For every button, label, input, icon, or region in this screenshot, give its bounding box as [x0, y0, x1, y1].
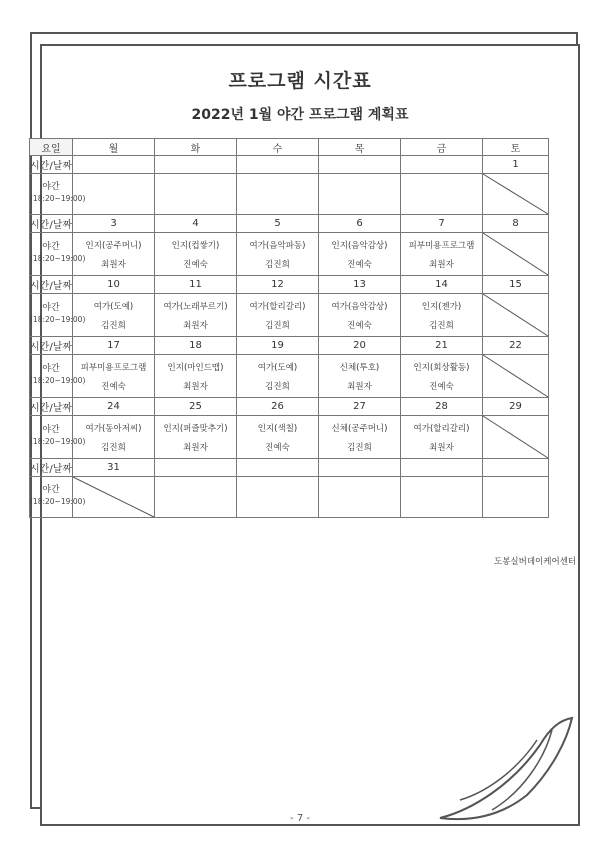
date-row-label: 시간/날짜 [30, 215, 73, 233]
date-cell-thu: 20 [319, 337, 401, 355]
program-cell-fri [401, 355, 483, 398]
date-cell-sat: 29 [483, 398, 549, 416]
date-cell-fri: 28 [401, 398, 483, 416]
header-row [30, 139, 549, 156]
program-name: 인지(음악감상) [331, 240, 388, 251]
program-staff: 최원자 [183, 442, 208, 453]
date-row-label: 시간/날짜 [30, 459, 73, 477]
program-cell-thu [319, 477, 401, 518]
program-cell-thu [319, 294, 401, 337]
program-name: 여가(도예) [93, 301, 134, 312]
header-day-wed: 수 [237, 139, 319, 156]
program-staff: 최원자 [347, 381, 372, 392]
program-cell-wed [237, 416, 319, 459]
date-cell-thu: 27 [319, 398, 401, 416]
program-name: 여가(할리갈리) [249, 301, 306, 312]
program-staff: 최원자 [429, 442, 454, 453]
empty-slash [483, 233, 548, 275]
program-row [30, 294, 549, 337]
program-cell-tue [155, 416, 237, 459]
program-label: 야간 [42, 425, 60, 436]
program-row-label [30, 294, 86, 337]
date-cell-sat: 8 [483, 215, 549, 233]
schedule-table [29, 138, 549, 518]
date-cell-tue: 4 [155, 215, 237, 233]
program-cell-tue [155, 355, 237, 398]
program-cell-sat [483, 416, 549, 459]
program-staff: 김진희 [101, 320, 126, 331]
date-cell-mon: 24 [73, 398, 155, 416]
program-cell-wed [237, 294, 319, 337]
program-cell-wed [237, 355, 319, 398]
date-cell-tue: 18 [155, 337, 237, 355]
program-staff: 최원자 [101, 259, 126, 270]
program-cell-sat [483, 477, 549, 518]
date-row-label: 시간/날짜 [30, 337, 73, 355]
program-cell-tue [155, 294, 237, 337]
empty-slash [483, 416, 548, 458]
program-staff: 김진희 [265, 320, 290, 331]
program-name: 여가(도예) [257, 362, 298, 373]
program-cell-wed [237, 174, 319, 215]
program-cell-thu [319, 355, 401, 398]
empty-slash [483, 355, 548, 397]
program-cell-fri [401, 174, 483, 215]
program-staff: 최원자 [183, 320, 208, 331]
date-cell-thu [319, 459, 401, 477]
date-row [30, 276, 549, 294]
program-cell-mon [73, 355, 155, 398]
date-cell-mon: 10 [73, 276, 155, 294]
program-cell-thu [319, 416, 401, 459]
date-row [30, 337, 549, 355]
date-cell-wed: 12 [237, 276, 319, 294]
program-name: 신체(투호) [339, 362, 380, 373]
header-day-thu: 목 [319, 139, 401, 156]
date-cell-sat: 15 [483, 276, 549, 294]
date-cell-mon: 17 [73, 337, 155, 355]
date-cell-sat [483, 459, 549, 477]
program-row-label [30, 477, 86, 518]
date-cell-thu [319, 156, 401, 174]
page-number: - 7 - [290, 813, 310, 824]
program-time: (18:20~19:00) [30, 315, 86, 324]
date-cell-fri [401, 459, 483, 477]
program-row [30, 174, 549, 215]
program-label: 야간 [42, 303, 60, 314]
program-name: 여가(노래부르기) [163, 301, 228, 312]
program-name: 인지(퍼즐맞추기) [163, 423, 228, 434]
program-row [30, 416, 549, 459]
date-row-label: 시간/날짜 [30, 398, 73, 416]
program-name: 여가(할리갈리) [413, 423, 470, 434]
program-row-label [30, 355, 86, 398]
program-cell-mon [73, 174, 155, 215]
date-cell-wed: 5 [237, 215, 319, 233]
date-cell-wed: 26 [237, 398, 319, 416]
program-row-label [30, 233, 86, 276]
page-curl-decoration [432, 700, 582, 830]
program-staff: 최원자 [429, 259, 454, 270]
empty-slash [73, 477, 154, 517]
program-name: 피부미용프로그램 [80, 362, 147, 373]
program-cell-mon [73, 416, 155, 459]
program-cell-mon [73, 294, 155, 337]
date-cell-thu: 6 [319, 215, 401, 233]
program-row [30, 355, 549, 398]
program-cell-mon [73, 477, 155, 518]
program-label: 야간 [42, 182, 60, 193]
center-name: 도봉실버데이케어센터 [494, 557, 577, 567]
date-row [30, 215, 549, 233]
program-name: 인지(공주머니) [85, 240, 142, 251]
date-cell-fri [401, 156, 483, 174]
program-cell-thu [319, 233, 401, 276]
date-cell-sat: 22 [483, 337, 549, 355]
program-name: 인지(색칠) [257, 423, 298, 434]
date-cell-mon: 31 [73, 459, 155, 477]
program-time: (18:20~19:00) [30, 497, 86, 506]
program-cell-sat [483, 355, 549, 398]
date-cell-fri: 21 [401, 337, 483, 355]
date-row [30, 459, 549, 477]
program-name: 신체(공주머니) [331, 423, 388, 434]
header-day-sat: 토 [483, 139, 549, 156]
program-cell-sat [483, 294, 549, 337]
date-cell-sat: 1 [483, 156, 549, 174]
program-name: 여가(음악파동) [249, 240, 306, 251]
program-cell-sat [483, 174, 549, 215]
program-staff: 김진희 [429, 320, 454, 331]
date-row [30, 156, 549, 174]
program-time: (18:20~19:00) [30, 437, 86, 446]
program-row [30, 233, 549, 276]
empty-slash [483, 294, 548, 336]
date-row [30, 398, 549, 416]
program-cell-wed [237, 477, 319, 518]
program-cell-fri [401, 294, 483, 337]
empty-slash [483, 174, 548, 214]
date-cell-wed: 19 [237, 337, 319, 355]
program-label: 야간 [42, 242, 60, 253]
program-name: 인지(젠가) [421, 301, 462, 312]
program-name: 피부미용프로그램 [408, 240, 475, 251]
program-name: 인지(회상활동) [413, 362, 470, 373]
date-cell-thu: 13 [319, 276, 401, 294]
date-cell-tue: 25 [155, 398, 237, 416]
program-name: 여가(음악감상) [331, 301, 388, 312]
date-cell-tue [155, 459, 237, 477]
date-cell-fri: 7 [401, 215, 483, 233]
program-staff: 최원자 [183, 381, 208, 392]
date-cell-mon: 3 [73, 215, 155, 233]
date-cell-mon [73, 156, 155, 174]
program-cell-fri [401, 477, 483, 518]
program-staff: 진예숙 [429, 381, 454, 392]
date-cell-fri: 14 [401, 276, 483, 294]
program-label: 야간 [42, 485, 60, 496]
date-cell-wed [237, 459, 319, 477]
program-cell-fri [401, 416, 483, 459]
program-name: 인지(마인드맵) [167, 362, 224, 373]
date-cell-wed [237, 156, 319, 174]
program-label: 야간 [42, 364, 60, 375]
program-time: (18:20~19:00) [30, 376, 86, 385]
program-cell-thu [319, 174, 401, 215]
program-cell-mon [73, 233, 155, 276]
header-label: 요일 [30, 139, 73, 156]
program-staff: 김진희 [101, 442, 126, 453]
header-day-tue: 화 [155, 139, 237, 156]
header-day-mon: 월 [73, 139, 155, 156]
program-cell-wed [237, 233, 319, 276]
program-staff: 진예숙 [347, 320, 372, 331]
program-name: 인지(컵쌓기) [171, 240, 220, 251]
program-staff: 진예숙 [101, 381, 126, 392]
program-cell-sat [483, 233, 549, 276]
program-time: (18:20~19:00) [30, 254, 86, 263]
program-staff: 진예숙 [183, 259, 208, 270]
header-day-fri: 금 [401, 139, 483, 156]
program-name: 여가(동아저씨) [85, 423, 142, 434]
program-staff: 진예숙 [347, 259, 372, 270]
page-subtitle: 2022년 1월 야간 프로그램 계획표 [191, 107, 409, 123]
date-row-label: 시간/날짜 [30, 156, 73, 174]
date-cell-tue: 11 [155, 276, 237, 294]
program-staff: 진예숙 [265, 442, 290, 453]
program-cell-fri [401, 233, 483, 276]
program-staff: 김진희 [347, 442, 372, 453]
program-row-label [30, 174, 86, 215]
program-row-label [30, 416, 86, 459]
program-cell-tue [155, 174, 237, 215]
date-row-label: 시간/날짜 [30, 276, 73, 294]
program-row [30, 477, 549, 518]
program-staff: 김진희 [265, 259, 290, 270]
program-cell-tue [155, 233, 237, 276]
page-title: 프로그램 시간표 [228, 70, 372, 92]
program-time: (18:20~19:00) [30, 194, 86, 203]
date-cell-tue [155, 156, 237, 174]
program-staff: 김진희 [265, 381, 290, 392]
program-cell-tue [155, 477, 237, 518]
